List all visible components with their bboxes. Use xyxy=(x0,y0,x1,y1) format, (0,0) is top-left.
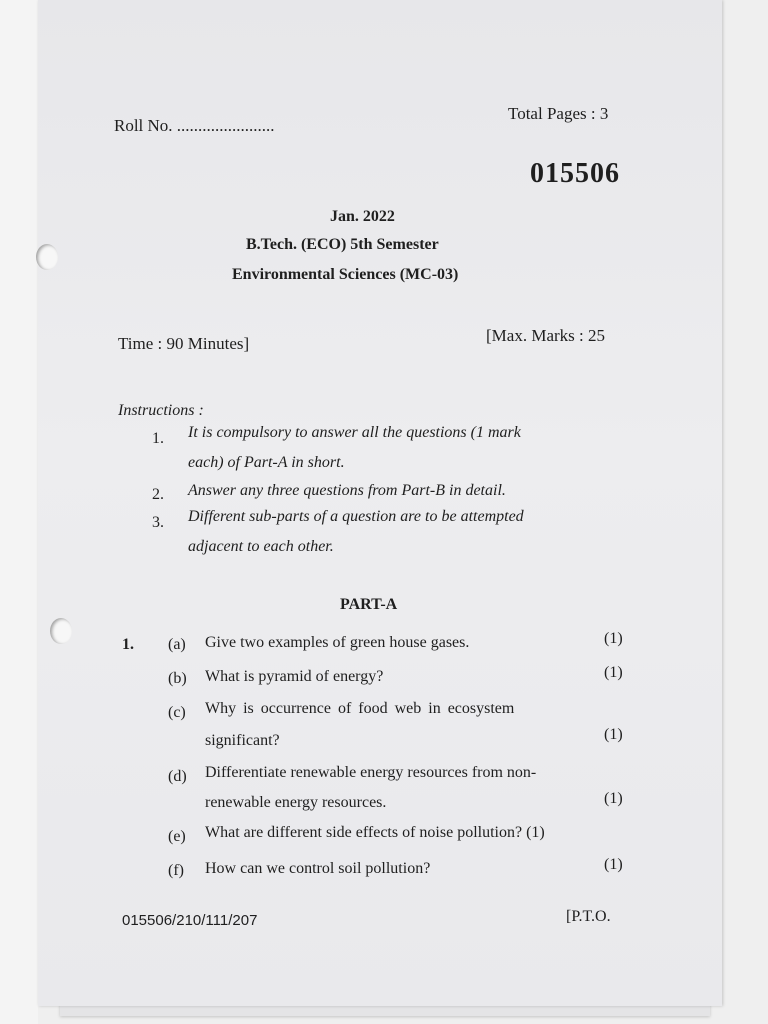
instruction-text: Different sub-parts of a question are to be attempted xyxy=(188,508,524,525)
subquestion-text: How can we control soil pollution? xyxy=(205,860,431,877)
instruction-text: It is compulsory to answer all the questions (1 mark xyxy=(188,424,521,441)
subquestion-marks: (1) xyxy=(604,790,623,807)
subquestion-text: Why is occurrence of food web in ecosystem xyxy=(205,700,515,717)
subquestion-label: (d) xyxy=(168,768,187,785)
instructions-heading: Instructions : xyxy=(118,402,204,419)
instruction-number: 3. xyxy=(152,514,164,531)
subquestion-marks: (1) xyxy=(604,726,623,743)
subquestion-label: (f) xyxy=(168,862,184,879)
subquestion-text: What is pyramid of energy? xyxy=(205,668,384,685)
background xyxy=(0,0,38,1024)
subquestion-text: renewable energy resources. xyxy=(205,794,387,811)
subquestion-text: Differentiate renewable energy resources from non- xyxy=(205,764,537,781)
subquestion-label: (b) xyxy=(168,670,187,687)
total-pages: Total Pages : 3 xyxy=(508,104,609,123)
question-number: 1. xyxy=(122,636,134,653)
subquestion-label: (e) xyxy=(168,828,186,845)
subquestion-marks: (1) xyxy=(604,664,623,681)
exam-date: Jan. 2022 xyxy=(330,208,395,225)
subquestion-label: (c) xyxy=(168,704,186,721)
max-marks: [Max. Marks : 25 xyxy=(486,326,605,345)
subquestion-marks: (1) xyxy=(604,856,623,873)
instruction-text: each) of Part-A in short. xyxy=(188,454,345,471)
exam-time: Time : 90 Minutes] xyxy=(118,334,250,353)
subquestion-marks: (1) xyxy=(604,630,623,647)
instruction-number: 2. xyxy=(152,486,164,503)
punch-hole-icon xyxy=(50,618,72,644)
subquestion-text: significant? xyxy=(205,732,280,749)
instruction-number: 1. xyxy=(152,430,164,447)
subject-title: Environmental Sciences (MC-03) xyxy=(232,266,459,283)
punch-hole-icon xyxy=(36,244,58,270)
subquestion-text: Give two examples of green house gases. xyxy=(205,634,470,651)
part-a-heading: PART-A xyxy=(340,596,398,613)
subquestion-text: What are different side effects of noise pollution? (1) xyxy=(205,824,545,841)
footer-code: 015506/210/111/207 xyxy=(122,912,258,929)
roll-number: Roll No. ....................... xyxy=(114,116,275,135)
course-title: B.Tech. (ECO) 5th Semester xyxy=(246,236,439,253)
instruction-text: Answer any three questions from Part-B in detail. xyxy=(188,482,506,499)
instruction-text: adjacent to each other. xyxy=(188,538,334,555)
page-turn-over: [P.T.O. xyxy=(566,908,611,925)
subquestion-label: (a) xyxy=(168,636,186,653)
paper-code: 015506 xyxy=(530,158,620,189)
